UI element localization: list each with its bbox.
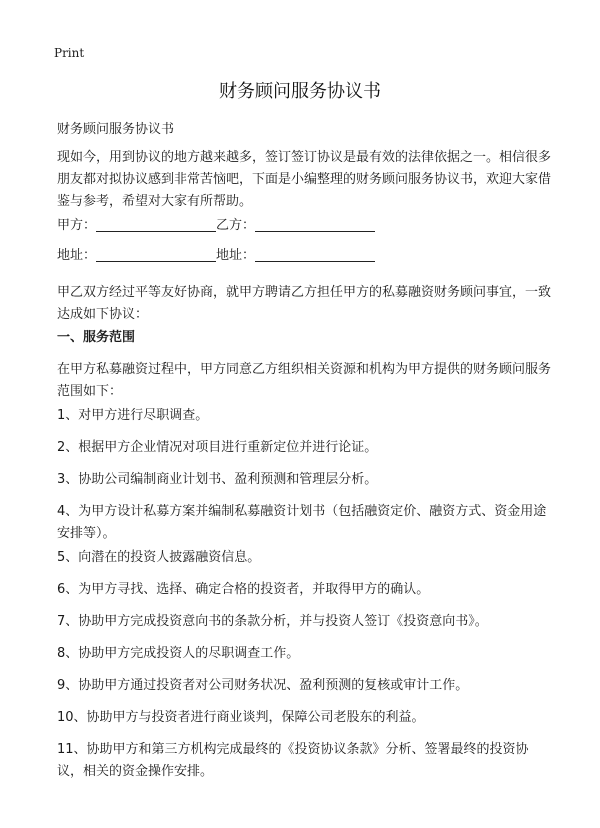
print-link[interactable]: Print bbox=[54, 46, 85, 60]
list-item: 2、根据甲方企业情况对项目进行重新定位并进行论证。 bbox=[57, 440, 378, 455]
address-row bbox=[57, 245, 375, 267]
list-item: 11、协助甲方和第三方机构完成最终的《投资协议条款》分析、签署最终的投资协议，相关的资金操作安排。 bbox=[57, 742, 529, 779]
list-item: 4、为甲方设计私募方案并编制私募融资计划书（包括融资定价、融资方式、资金用途安排等）。 bbox=[57, 504, 547, 541]
party-b-blank bbox=[255, 215, 375, 232]
party-b-label: 乙方： bbox=[216, 218, 256, 233]
list-item: 9、协助甲方通过投资者对公司财务状况、盈利预测的复核或审计工作。 bbox=[57, 678, 469, 693]
address-b-label: 地址： bbox=[216, 248, 256, 263]
party-a-label: 甲方： bbox=[57, 218, 97, 233]
list-item: 3、协助公司编制商业计划书、盈利预测和管理层分析。 bbox=[57, 472, 378, 487]
scope-intro: 在甲方私募融资过程中，甲方同意乙方组织相关资源和机构为甲方提供的财务顾问服务范围如下： bbox=[57, 362, 552, 399]
party-a-blank bbox=[96, 215, 216, 232]
list-item: 10、协助甲方与投资者进行商业谈判，保障公司老股东的利益。 bbox=[57, 710, 425, 725]
address-a-label: 地址： bbox=[57, 248, 97, 263]
list-item: 8、协助甲方完成投资人的尽职调查工作。 bbox=[57, 646, 300, 661]
address-b-blank bbox=[255, 245, 375, 262]
document-title: 财务顾问服务协议书 bbox=[219, 81, 381, 102]
intro-paragraph: 现如今，用到协议的地方越来越多，签订签订协议是最有效的法律依据之一。相信很多朋友都对拟协议感到非常苦恼吧，下面是小编整理的财务顾问服务协议书，欢迎大家借鉴与参考，希望对大家有所帮助。 bbox=[57, 150, 552, 209]
list-item: 1、对甲方进行尽职调查。 bbox=[57, 408, 209, 423]
address-a-blank bbox=[96, 245, 216, 262]
agreement-intro: 甲乙双方经过平等友好协商，就甲方聘请乙方担任甲方的私募融资财务顾问事宜，一致达成如下协议： bbox=[57, 285, 552, 322]
list-item: 5、向潜在的投资人披露融资信息。 bbox=[57, 550, 261, 565]
list-item: 7、协助甲方完成投资意向书的条款分析，并与投资人签订《投资意向书》。 bbox=[57, 614, 488, 629]
document-subtitle: 财务顾问服务协议书 bbox=[57, 122, 175, 137]
list-item: 6、为甲方寻找、选择、确定合格的投资者，并取得甲方的确认。 bbox=[57, 582, 430, 597]
section-heading: 一、服务范围 bbox=[57, 330, 136, 345]
party-row bbox=[57, 215, 375, 237]
